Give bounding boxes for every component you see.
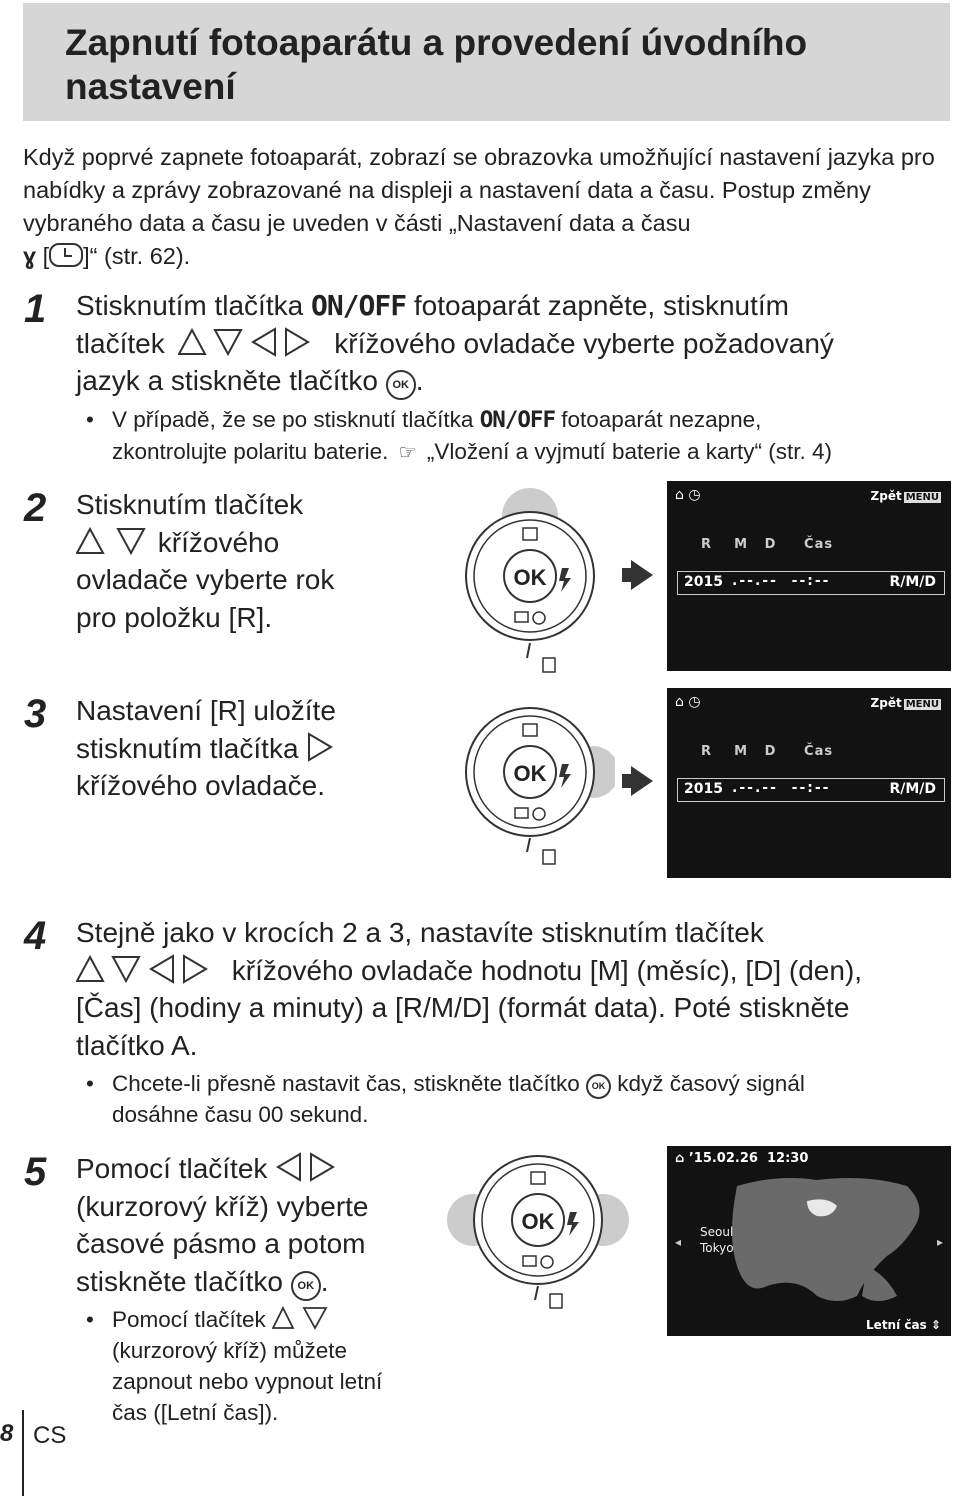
svg-text:OK: OK	[521, 1209, 555, 1234]
step-1-text	[76, 287, 946, 400]
bullet-4-a: Chcete-li přesně nastavit čas, stiskněte tlačítko	[112, 1071, 580, 1096]
arrow-keys-icon	[76, 954, 218, 984]
step-2-l2: křížového	[157, 526, 280, 558]
bullet-1-b: fotoaparát nezapne,	[561, 407, 762, 432]
step-4-l2: křížového ovladače hodnotu [M] (měsíc), [D] (den),	[231, 954, 863, 986]
ok-button-icon: OK	[386, 370, 416, 400]
step-5-l1: Pomocí tlačítek	[76, 1153, 268, 1184]
step-5-l4b: .	[320, 1265, 329, 1297]
control-dial-3	[445, 1150, 635, 1310]
step-number-4: 4	[24, 914, 47, 958]
step-4-l3: [Čas] (hodiny a minuty) a [R/M/D] (formát data). Poté stiskněte	[76, 992, 850, 1023]
step-1-d: křížového ovladače vyberte požadovaný	[334, 327, 834, 359]
step-number-1: 1	[24, 287, 47, 331]
reference-icon: ☞	[398, 442, 417, 464]
step-1-f: .	[415, 365, 424, 396]
left-right-keys-icon	[275, 1152, 339, 1182]
back-label: Zpět MENU	[870, 696, 939, 710]
step-2-l4: pro položku [R].	[76, 601, 273, 633]
intro-text-2: Postup změny vybraného data a času je uveden v části „Nastavení data a času	[23, 177, 871, 236]
step-1-a: Stisknutím tlačítka	[76, 290, 304, 321]
onoff-key: ON/OFF	[310, 289, 407, 322]
up-down-keys-icon	[272, 1306, 328, 1330]
step-3-l3: křížového ovladače.	[76, 770, 326, 801]
step-1-b: fotoaparát zapněte, stisknutím	[413, 290, 790, 321]
screen-date-2	[667, 688, 951, 878]
bullet-dot: •	[86, 1071, 94, 1096]
menu-button-icon: MENU	[905, 699, 939, 710]
city-labels	[700, 1224, 734, 1256]
step-2-l1: Stisknutím tlačítek	[76, 489, 304, 520]
step-4-text	[76, 914, 956, 1064]
date-row	[677, 778, 945, 802]
ok-button-icon: OK	[586, 1074, 611, 1099]
step-3-text	[76, 692, 456, 805]
step-5-l2: (kurzorový kříž) vyberte	[76, 1190, 369, 1222]
step-5-l3: časové pásmo a potom	[76, 1228, 366, 1259]
bullet-5-a: Pomocí tlačítek	[112, 1307, 266, 1332]
city-seoul: Seoul	[700, 1225, 734, 1239]
home-clock-icons: ⌂ ◷	[675, 487, 701, 503]
date-format: R/M/D	[889, 781, 936, 797]
date-placeholder: .--.-- --:--	[732, 573, 831, 589]
page-number: 8	[0, 1420, 14, 1447]
language-code: CS	[33, 1422, 67, 1449]
step-3-l2: stisknutím tlačítka	[76, 732, 299, 764]
step-3-l1: Nastavení [R] uložíte	[76, 695, 336, 726]
bullet-4-b: když časový signál	[617, 1071, 805, 1096]
arrow-right-2	[631, 766, 653, 796]
svg-text:OK: OK	[513, 565, 547, 590]
title-banner	[23, 3, 950, 121]
year-value: 2015	[684, 574, 723, 590]
control-dial-2	[455, 700, 615, 870]
bullet-5-c: zapnout nebo vypnout letní	[112, 1369, 383, 1394]
svg-text:OK: OK	[513, 761, 547, 786]
menu-button-icon: MENU	[905, 492, 939, 503]
step-2-l3: ovladače vyberte rok	[76, 564, 335, 595]
date-format: R/M/D	[889, 574, 936, 590]
step-4-l1: Stejně jako v krocích 2 a 3, nastavíte stisknutím tlačítek	[76, 917, 764, 948]
home-clock-icons: ⌂ ◷	[675, 694, 701, 710]
bullet-1-a: V případě, že se po stisknutí tlačítka	[112, 407, 474, 432]
dst-label: Letní čas ⇕	[866, 1318, 941, 1332]
step-2-text	[76, 486, 456, 636]
svg-text:◂: ◂	[675, 1235, 682, 1249]
arrow-keys-icon	[178, 327, 320, 357]
intro-text: Když poprvé zapnete fotoaparát, zobrazí se obrazovka umožňující nastavení jazyka pro nabídky a zprávy zobrazované na displeji a nastavení data a času.	[23, 144, 935, 203]
step-5-text	[76, 1150, 456, 1301]
date-row	[677, 571, 945, 595]
screen-date-1	[667, 481, 951, 671]
bullet-4-c: dosáhne času 00 sekund.	[112, 1102, 369, 1127]
home-icon: ⌂	[675, 1151, 685, 1166]
city-tokyo: Tokyo	[700, 1241, 734, 1255]
bullet-1-c: zkontrolujte polaritu baterie.	[112, 439, 389, 464]
bullet-5-d: čas ([Letní čas]).	[112, 1400, 279, 1425]
bullet-dot: •	[86, 1307, 94, 1332]
page-title: Zapnutí fotoaparátu a provedení úvodního nastavení	[65, 22, 808, 107]
date-columns: R M D Čas	[701, 744, 834, 759]
step-5-l4: stiskněte tlačítko	[76, 1265, 283, 1297]
step-1-c: tlačítek	[76, 327, 165, 359]
step-number-5: 5	[24, 1150, 47, 1194]
clock-icon	[49, 243, 83, 267]
step-1-e: jazyk a stiskněte tlačítko	[76, 365, 378, 396]
bracket-open: [	[42, 243, 50, 269]
intro-paragraph	[23, 141, 953, 273]
intro-ref: ]“ (str. 62).	[83, 243, 191, 269]
step-4-l4: tlačítko A.	[76, 1029, 198, 1061]
year-value: 2015	[684, 781, 723, 797]
bullet-dot: •	[86, 407, 94, 432]
updown-icon: ⇕	[930, 1318, 941, 1332]
arrow-right-1	[631, 560, 653, 590]
onoff-key-small: ON/OFF	[479, 407, 555, 433]
back-label: Zpět MENU	[870, 489, 939, 503]
settings-icon: ɣ	[23, 243, 37, 269]
bullet-5-b: (kurzorový kříž) můžete	[112, 1338, 348, 1363]
step-number-2: 2	[24, 486, 47, 530]
screen-timezone	[667, 1146, 951, 1336]
svg-text:▸: ▸	[937, 1235, 944, 1249]
date-placeholder: .--.-- --:--	[732, 780, 831, 796]
bullet-1-d: „Vložení a vyjmutí baterie a karty“ (str. 4)	[426, 439, 833, 464]
control-dial-1	[455, 488, 605, 678]
timezone-datetime: ’15.02.26 12:30	[688, 1151, 809, 1166]
right-key-icon	[306, 732, 334, 762]
step-number-3: 3	[24, 692, 47, 736]
footer-divider	[22, 1410, 24, 1496]
ok-button-icon: OK	[291, 1271, 321, 1301]
up-down-keys-icon	[76, 526, 146, 556]
date-columns: R M D Čas	[701, 537, 834, 552]
